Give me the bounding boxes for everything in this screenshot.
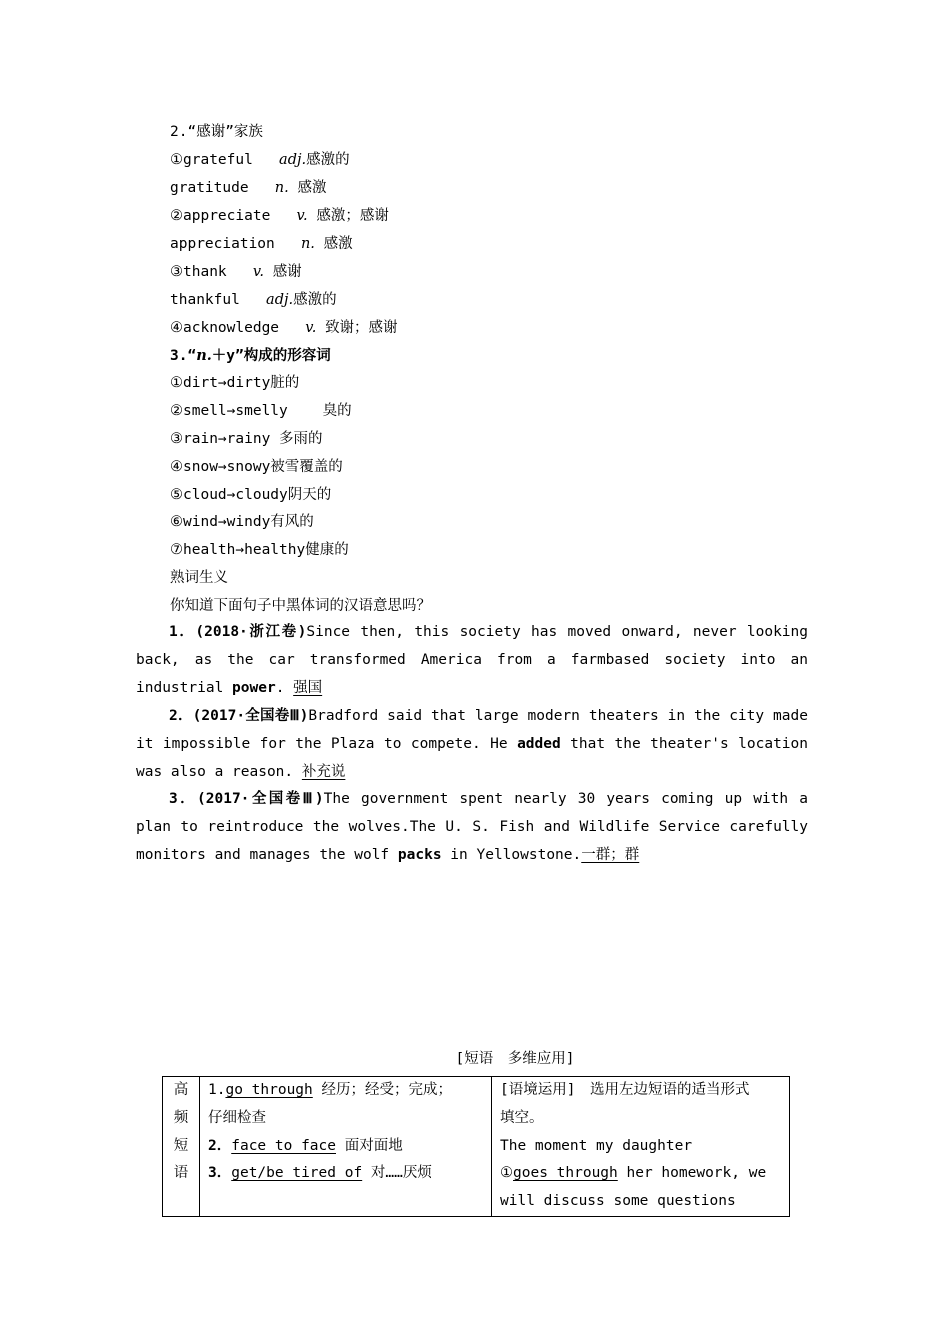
phrase-row: 3．get/be tired of 对……厌烦 <box>208 1165 432 1182</box>
word: ①grateful <box>170 152 253 168</box>
phrase-row: 2．face to face 面对面地 <box>208 1137 403 1154</box>
phrase-category-cell: 高 频 短 语 <box>163 1077 200 1217</box>
word: ④acknowledge <box>170 320 280 336</box>
answer: goes through <box>513 1165 618 1182</box>
part-of-speech: adj. <box>266 292 294 308</box>
ny-line: ⑥wind→windy有风的 <box>170 514 314 530</box>
example-item-2: 2．(2017·全国卷Ⅲ)Bradford said that large modern theaters in the city made it impossible for the Plaza to compete. He added that the theater's location was also a reason. 补充说 <box>136 708 808 780</box>
ny-line: ⑤cloud→cloudy阴天的 <box>170 487 332 503</box>
section-title: 熟词生义 <box>170 570 228 586</box>
part-of-speech: n. <box>300 236 315 252</box>
part-of-speech: v. <box>296 208 308 224</box>
example-item-3: 3．(2017·全国卷Ⅲ)The government spent nearly 30 years coming up with a plan to reintroduce the wolves.The U. S. Fish and Wildlife Service carefully monitors and manages the wolf packs in Yellowstone.一群；群 <box>136 791 808 863</box>
ny-line: ①dirt→dirty脏的 <box>170 375 300 391</box>
item-number: 3．(2017·全国卷Ⅲ) <box>169 791 324 807</box>
vocab-line <box>170 177 326 199</box>
part-of-speech: v. <box>252 264 264 280</box>
phrase-section-header: [短语 多维应用] <box>455 1051 575 1067</box>
item-number: 2．(2017·全国卷Ⅲ) <box>169 708 309 724</box>
vocab-line <box>170 261 302 283</box>
word: gratitude <box>170 180 249 196</box>
meaning: 感激的 <box>293 292 337 308</box>
phrase-row: 仔细检查 <box>208 1109 266 1126</box>
word: ③thank <box>170 264 227 280</box>
part-of-speech: v. <box>305 320 317 336</box>
word: thankful <box>170 292 240 308</box>
phrase: go through <box>225 1082 313 1098</box>
example-item-1: 1．(2018·浙江卷)Since then, this society has moved onward, never looking back, as the car transformed America from a farmbased society into an industrial power. 强国 <box>136 624 808 696</box>
meaning: 感激；感谢 <box>316 208 389 224</box>
meaning: 感谢 <box>272 264 302 280</box>
bold-word: added <box>517 735 561 752</box>
word: appreciation <box>170 236 275 252</box>
vocab-line <box>170 233 353 255</box>
usage-title: [语境运用] 选用左边短语的适当形式 <box>500 1082 750 1098</box>
phrase-list-cell <box>200 1077 492 1217</box>
meaning: 致谢；感谢 <box>325 320 398 336</box>
vocab-line <box>170 317 398 339</box>
ny-line: ②smell→smelly 臭的 <box>170 403 352 419</box>
bold-word: power <box>232 679 276 696</box>
answer: 强国 <box>293 679 323 696</box>
phrase-row: 1.go through 经历；经受；完成； <box>208 1082 453 1098</box>
phrase-table <box>162 1076 790 1217</box>
phrase: get/be tired of <box>231 1165 363 1182</box>
part-of-speech: n. <box>274 180 289 196</box>
answer: 一群；群 <box>581 846 640 863</box>
ny-title: 3.“n.＋y”构成的形容词 <box>170 347 331 364</box>
word: ②appreciate <box>170 208 271 224</box>
usage-cell: [语境运用] 选用左边短语的适当形式 填空。 The moment my daughter ①goes through her homework, we will discuss some questions <box>492 1077 790 1217</box>
meaning: 感激 <box>297 180 327 196</box>
part-of-speech: adj. <box>279 152 307 168</box>
family-title: 2.“感谢”家族 <box>170 124 263 140</box>
phrase: face to face <box>231 1137 336 1154</box>
section-prompt: 你知道下面句子中黑体词的汉语意思吗？ <box>170 598 431 614</box>
vocab-line <box>170 205 389 227</box>
ny-line: ④snow→snowy被雪覆盖的 <box>170 459 343 475</box>
item-number: 1．(2018·浙江卷) <box>169 624 307 640</box>
ny-line: ⑦health→healthy健康的 <box>170 542 349 558</box>
answer: 补充说 <box>301 763 346 780</box>
ny-line: ③rain→rainy 多雨的 <box>170 431 323 447</box>
vocab-line <box>170 289 337 311</box>
meaning: 感激的 <box>306 152 350 168</box>
meaning: 感激 <box>323 236 353 252</box>
bold-word: packs <box>397 846 442 863</box>
vocab-line <box>170 149 350 171</box>
